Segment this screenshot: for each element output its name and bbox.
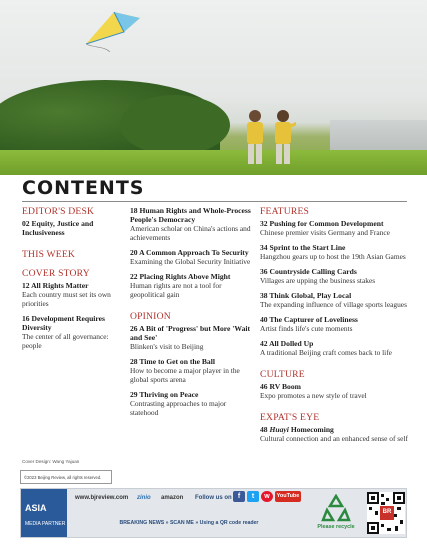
entry-description: Artist finds life's cute moments: [260, 324, 353, 333]
entry-description: A traditional Beijing craft comes back to life: [260, 348, 392, 357]
entry-title: 29 Thriving on Peace: [130, 390, 199, 399]
contents-column-2: [130, 206, 252, 429]
contents-entry[interactable]: [22, 281, 122, 308]
entry-title: 46 RV Boom: [260, 382, 301, 391]
contents-entry[interactable]: [130, 324, 252, 351]
italic-word: Huayi: [269, 425, 289, 434]
grass-field: [0, 150, 427, 175]
contents-entry[interactable]: [260, 291, 410, 309]
entry-title: 32 Pushing for Common Development: [260, 219, 384, 228]
section-heading: COVER STORY: [22, 268, 90, 279]
twitter-icon[interactable]: t: [247, 491, 259, 502]
qr-code[interactable]: [367, 492, 405, 534]
kite-icon: [84, 8, 142, 52]
facebook-icon[interactable]: f: [233, 491, 245, 502]
entry-title: 42 All Dolled Up: [260, 339, 314, 348]
entry-title: 48 Huayi Homecoming: [260, 425, 334, 434]
entry-title: 34 Sprint to the Start Line: [260, 243, 346, 252]
entry-title: 20 A Common Approach To Security: [130, 248, 249, 257]
footer-banner: [20, 488, 407, 538]
follow-us-label: Follow us on: [195, 495, 232, 501]
entry-title: 40 The Capturer of Loveliness: [260, 315, 358, 324]
entry-description: American scholar on China's actions and achievements: [130, 224, 251, 242]
entry-title: 02 Equity, Justice and Inclusiveness: [22, 219, 94, 237]
entry-title: 18 Human Rights and Whole-Process People's Democracy: [130, 206, 251, 224]
entry-description: How to become a major player in the global sports arena: [130, 366, 240, 384]
recycle-label: Please recycle: [317, 524, 355, 530]
contents-column-1: [22, 206, 122, 362]
contents-entry[interactable]: [260, 382, 410, 400]
contents-entry[interactable]: [260, 243, 410, 261]
entry-description: Blinken's visit to Beijing: [130, 342, 204, 351]
recycle-badge: [311, 492, 361, 535]
section-heading: EXPAT'S EYE: [260, 412, 320, 423]
entry-description: Hangzhou gears up to host the 19th Asian Games: [260, 252, 406, 261]
qr-badge-label: BR: [382, 509, 392, 515]
contents-entry[interactable]: [130, 272, 252, 299]
person-figure: [270, 108, 296, 166]
entry-title: 38 Think Global, Play Local: [260, 291, 352, 300]
entry-title: 26 A Bit of 'Progress' but More 'Wait and See': [130, 324, 251, 342]
contents-column-3: [260, 206, 410, 455]
asia-logo: ASIA: [25, 503, 47, 513]
section-heading: THIS WEEK: [22, 249, 76, 260]
cover-credit: Cover Design: Wang Yajuan: [22, 459, 80, 464]
entry-description: The center of all governance: people: [22, 332, 109, 350]
copyright-text: ©2023 Beijing Review, all rights reserved.: [24, 475, 102, 480]
contents-entry[interactable]: [130, 390, 252, 417]
recycle-icon: [321, 494, 351, 522]
section-heading: OPINION: [130, 311, 171, 322]
entry-description: Examining the Global Security Initiative: [130, 257, 251, 266]
asia-media-partner[interactable]: [21, 489, 67, 537]
page-title: CONTENTS: [22, 177, 145, 199]
entry-title: 16 Development Requires Diversity: [22, 314, 105, 332]
entry-description: Each country must set its own priorities: [22, 290, 111, 308]
section-spacer: [260, 449, 410, 455]
breaking-news-scan: BREAKING NEWS » SCAN ME » Using a QR code reader: [119, 520, 259, 526]
contents-entry[interactable]: [260, 339, 410, 357]
section-spacer: [130, 423, 252, 429]
contents-entry[interactable]: [260, 315, 410, 333]
contents-entry[interactable]: [22, 314, 122, 350]
contents-entry[interactable]: [260, 425, 410, 443]
amazon-link[interactable]: amazon: [161, 495, 184, 501]
entry-title: 28 Time to Get on the Ball: [130, 357, 215, 366]
entry-title: 12 All Rights Matter: [22, 281, 89, 290]
entry-description: Human rights are not a tool for geopolitical gain: [130, 281, 222, 299]
media-partner-label: MEDIA PARTNER: [25, 521, 66, 527]
entry-title: 36 Countryside Calling Cards: [260, 267, 357, 276]
youtube-icon[interactable]: YouTube: [275, 491, 301, 502]
title-divider: [22, 201, 407, 202]
contents-entry[interactable]: [130, 248, 252, 266]
section-spacer: [22, 356, 122, 362]
zinio-link[interactable]: zinio: [137, 495, 151, 501]
contents-entry[interactable]: [130, 206, 252, 242]
entry-description: Contrasting approaches to major statehood: [130, 399, 227, 417]
section-heading: FEATURES: [260, 206, 310, 217]
contents-entry[interactable]: [22, 219, 122, 237]
contents-entry[interactable]: [260, 267, 410, 285]
entry-description: Cultural connection and an enhanced sense of self: [260, 434, 408, 443]
entry-description: Expo promotes a new style of travel: [260, 391, 367, 400]
city-skyline: [330, 120, 427, 152]
entry-title: 22 Placing Rights Above Might: [130, 272, 231, 281]
person-figure: [242, 108, 268, 166]
entry-description: Villages are upping the business stakes: [260, 276, 376, 285]
contents-entry[interactable]: [260, 219, 410, 237]
cover-photo: [0, 0, 427, 175]
section-heading: EDITOR'S DESK: [22, 206, 95, 217]
entry-description: Chinese premier visits Germany and France: [260, 228, 390, 237]
copyright-box: [20, 470, 112, 484]
trees-group: [120, 95, 230, 155]
section-heading: CULTURE: [260, 369, 305, 380]
website-link[interactable]: www.bjreview.com: [75, 495, 129, 501]
entry-description: The expanding influence of village sports leagues: [260, 300, 407, 309]
weibo-icon[interactable]: w: [261, 491, 273, 502]
contents-entry[interactable]: [130, 357, 252, 384]
